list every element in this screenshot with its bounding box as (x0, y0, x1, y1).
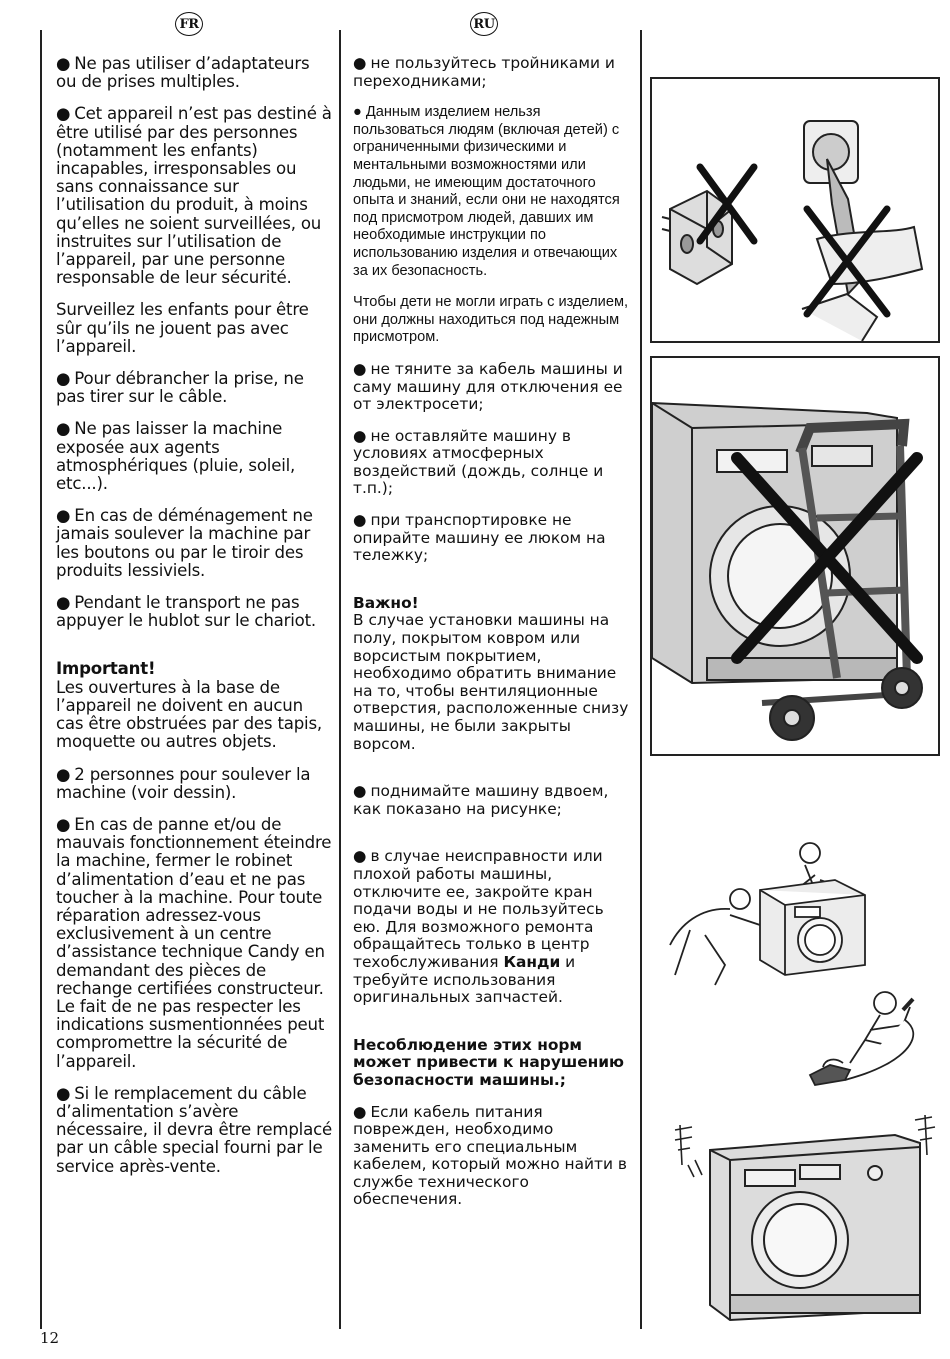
left-column-rule (40, 30, 42, 1329)
ru-breakdown-text: в случае неисправности или плохой работы машины, отключите ее, закройте кран подачи воды и не пользуйтесь ею. Для возможного ремонта обращайтесь только в центр техобслуживания (353, 847, 604, 971)
russian-column (353, 55, 631, 1223)
ru-lift-bullet: ● поднимайте машину вдвоем, как показано на рисунке; (353, 783, 631, 818)
ru-cable-bullet: ● Если кабель питания поврежден, необходимо заменить его специальным кабелем, который можно найти в службе технического обеспечения. (353, 1104, 631, 1210)
illustration-machine (670, 1115, 940, 1325)
fr-adapters-bullet: ● Ne pas utiliser d’adaptateurs ou de prises multiples. (56, 55, 332, 91)
fr-important-text: Les ouvertures à la base de l’appareil ne doivent en aucun cas être obstruées par des tapis, moquette ou autres objets. (56, 677, 322, 752)
ru-unplug-bullet: ● не тяните за кабель машины и саму машину для отключения ее от электросети; (353, 361, 631, 414)
ru-warning-bold: Несоблюдение этих норм может привести к нарушению безопасности машины.; (353, 1035, 625, 1089)
ru-transport-bullet: ● при транспортировке не опирайте машину ее люком на тележку; (353, 512, 631, 565)
ru-language-badge: RU (470, 12, 498, 36)
middle-column-rule (339, 30, 341, 1329)
fr-moving-bullet: ● En cas de déménagement ne jamais soulever la machine par les boutons ou par le tiroir des produits lessiviels. (56, 507, 332, 580)
two-person-lift-illustration (665, 835, 940, 995)
right-column-rule (640, 30, 642, 1329)
fr-transport-bullet: ● Pendant le transport ne pas appuyer le hublot sur le chariot. (56, 594, 332, 630)
ru-users-bullet: ● Данным изделием нельзя пользоваться людям (включая детей) с ограниченными физическими и ментальными возможностями или людьми, не имеющим достаточного опыта и знаний, если они не находятся под присмотром людей, давших им необходимые инструкции по использованию изделия и отвечающих за их безопасность. (353, 104, 631, 280)
fr-important-block (56, 660, 332, 751)
ru-breakdown-text-end: и требуйте использования оригинальных запчастей. (353, 952, 576, 1007)
ru-important-title: Важно! (353, 593, 419, 612)
fr-unplug-bullet: ● Pour débrancher la prise, ne pas tirer sur le câble. (56, 370, 332, 406)
fr-users-bullet: ● Cet appareil n’est pas destiné à être utilisé par des personnes (notamment les enfants) incapables, irresponsables ou sans connaissance sur l’utilisation du produit, à moins qu’elles ne soient surveillées, ou instruites sur l’utilisation de l’appareil, par une personne responsable de leur sécurité. (56, 105, 332, 287)
ru-important-block (353, 595, 631, 753)
ru-warning-text (353, 1037, 631, 1090)
ru-children-text: Чтобы дети не могли играть с изделием, они должны находиться под надежным присмотром. (353, 294, 629, 346)
ru-adapters-bullet: ● не пользуйтесь тройниками и переходниками; (353, 55, 631, 90)
washing-machine-illustration (670, 1115, 940, 1325)
illustration-two-person-lift (665, 835, 940, 995)
fr-breakdown-bullet: ● En cas de panne et/ou de mauvais fonctionnement éteindre la machine, fermer le robinet d’alimentation d’eau et ne pas toucher à la machine. Pour toute réparation adressez-vous exclusivement à un centre d’assistance technique Candy en demandant des pièces de rechange certifiées constructeur. Le fait de ne pas respecter les indications susmentionnées peut compromettre la sécurité de l’appareil. (56, 816, 332, 1071)
fr-children-text: Surveillez les enfants pour être sûr qu’ils ne jouent pas avec l’appareil. (56, 300, 309, 356)
fr-cable-bullet: ● Si le remplacement du câble d’alimentation s’avère nécessaire, il devra être remplacé par un câble special fourni par le service après-vente. (56, 1085, 332, 1176)
french-column (56, 55, 332, 1190)
fr-important-title: Important! (56, 659, 156, 679)
fr-language-badge: FR (175, 12, 203, 36)
illustration-no-adapters-frame (650, 77, 940, 343)
fr-lift-bullet: ● 2 personnes pour soulever la machine (voir dessin). (56, 766, 332, 802)
no-adapters-illustration (652, 79, 938, 341)
illustration-phone-call (795, 985, 935, 1105)
fr-weather-bullet: ● Ne pas laisser la machine exposée aux agents atmosphériques (pluie, soleil, etc...). (56, 420, 332, 493)
ru-important-text: В случае установки машины на полу, покрытом ковром или ворсистым покрытием, необходимо обратить внимание на то, чтобы вентиляционные отверстия, расположенные снизу машины, не были закрыты ворсом. (353, 611, 629, 753)
page-number: 12 (40, 1329, 60, 1347)
illustration-trolley-frame (650, 356, 940, 756)
ru-brand-name: Канди (503, 952, 561, 971)
phone-call-illustration (795, 985, 935, 1105)
ru-breakdown-bullet (353, 848, 631, 1006)
ru-weather-bullet: ● не оставляйте машину в условиях атмосферных воздействий (дождь, солнце и т.п.); (353, 428, 631, 498)
trolley-illustration (652, 358, 938, 754)
